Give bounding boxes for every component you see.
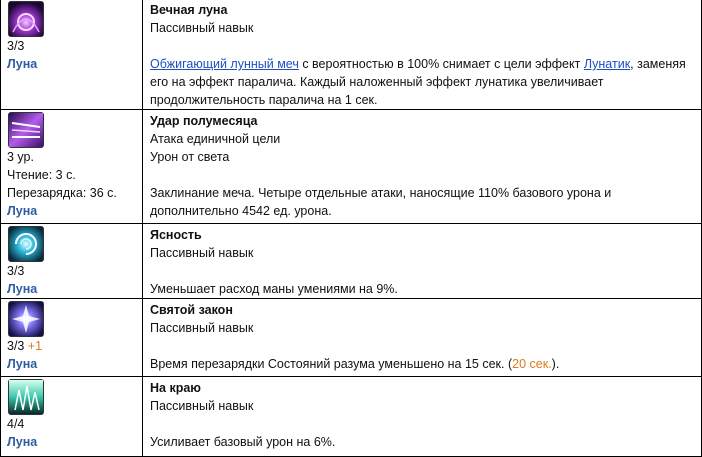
skill-type: Пассивный навык: [150, 321, 254, 335]
skill-bonus-points: +1: [27, 339, 43, 353]
skill-points: 4/4: [7, 417, 25, 431]
skill-type: Атака единичной цели: [150, 132, 281, 146]
skill-description: Уменьшает расход маны умениями на 9%.: [150, 282, 398, 296]
skill-type: Пассивный навык: [150, 399, 254, 413]
skill-description: Время перезарядки Состояний разума уменьшено на 15 сек. (20 сек.).: [150, 357, 560, 371]
skill-info-cell: [143, 110, 702, 224]
skill-type: Пассивный навык: [150, 21, 254, 35]
holy-law-icon: [8, 301, 44, 337]
skill-description: Заклинание меча. Четыре отдельные атаки, наносящие 110% базового урона и дополнительно 4542 ед. урона.: [150, 186, 612, 218]
skill-meta-cell: [1, 0, 143, 110]
skill-info-cell: [143, 224, 702, 299]
skill-meta-cell: [1, 377, 143, 457]
skill-name: Ясность: [150, 228, 202, 242]
on-the-edge-icon: [8, 379, 44, 415]
skill-row: [1, 0, 702, 110]
skill-cooldown: Перезарядка: 36 с.: [7, 186, 117, 200]
skill-name: Удар полумесяца: [150, 114, 258, 128]
skill-points: 3/3: [7, 39, 25, 53]
skill-upgraded-value: 20 сек.: [512, 357, 552, 371]
skill-link-scorching-moon-sword[interactable]: Обжигающий лунный меч: [150, 57, 299, 71]
crescent-strike-icon: [8, 112, 44, 148]
skill-type: Пассивный навык: [150, 246, 254, 260]
skill-tree-label: Луна: [7, 357, 38, 371]
skill-name: На краю: [150, 381, 201, 395]
skill-row: [1, 224, 702, 299]
skill-meta-cell: [1, 224, 143, 299]
skill-row: [1, 299, 702, 377]
skill-points: 3/3 +1: [7, 339, 43, 353]
skill-name: Святой закон: [150, 303, 233, 317]
skill-link-lunatic[interactable]: Лунатик: [583, 57, 631, 71]
skill-row: [1, 377, 702, 457]
clarity-icon: [8, 226, 44, 262]
skill-meta-cell: [1, 110, 143, 224]
skill-info-cell: [143, 377, 702, 457]
skill-meta-cell: [1, 299, 143, 377]
skill-description: Усиливает базовый урон на 6%.: [150, 435, 336, 449]
eternal-moon-icon: [8, 1, 44, 37]
skill-cast-time: Чтение: 3 с.: [7, 168, 76, 182]
skill-description: Обжигающий лунный меч с вероятностью в 100% снимает с цели эффект Лунатик, заменяя его на эффект паралича. Каждый наложенный эффект лунатика увеличивает продолжительность паралича на 1 сек.: [150, 57, 686, 107]
skill-info-cell: [143, 0, 702, 110]
skill-tree-label: Луна: [7, 282, 38, 296]
skill-tree-label: Луна: [7, 57, 38, 71]
skill-tree-label: Луна: [7, 204, 38, 218]
skill-points: 3/3: [7, 264, 25, 278]
skill-rank: 3 ур.: [7, 150, 34, 164]
skill-name: Вечная луна: [150, 3, 228, 17]
skill-tree-label: Луна: [7, 435, 38, 449]
skill-info-cell: [143, 299, 702, 377]
skill-damage-type: Урон от света: [150, 150, 230, 164]
skill-row: [1, 110, 702, 224]
